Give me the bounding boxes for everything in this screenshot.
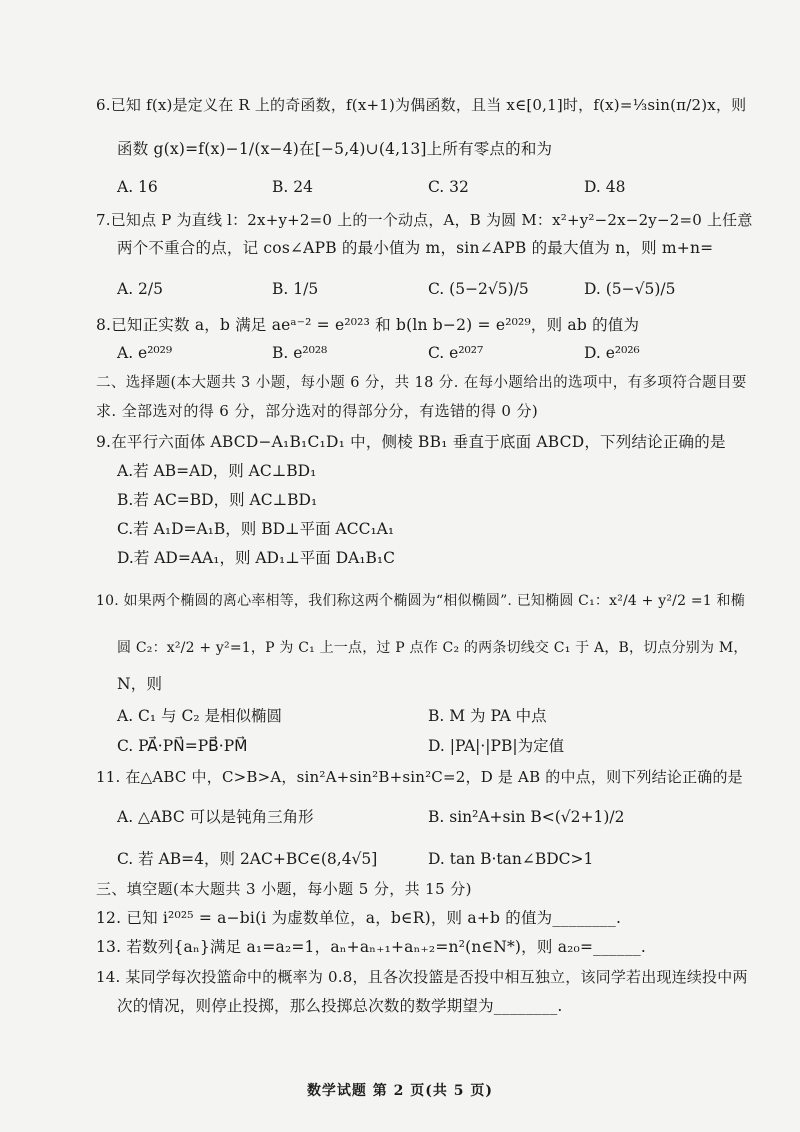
question-11-option-d: D. tan B·tan∠BDC>1 <box>428 850 594 868</box>
section-2-heading-line-1: 二、选择题(本大题共 3 小题，每小题 6 分，共 18 分. 在每小题给出的选项中，有多项符合题目要 <box>96 375 747 391</box>
question-6-option-b: B. 24 <box>272 178 313 196</box>
question-8-option-b: B. e²⁰²⁸ <box>272 344 328 362</box>
question-6-option-a: A. 16 <box>117 178 158 196</box>
question-7-option-c: C. (5−2√5)/5 <box>428 280 529 298</box>
question-10-line-2: 圆 C₂：x²/2 + y²=1，P 为 C₁ 上一点，过 P 点作 C₂ 的两条切线交 C₁ 于 A，B，切点分别为 M， <box>117 640 748 656</box>
question-11-line-1: 11. 在△ABC 中，C>B>A，sin²A+sin²B+sin²C=2，D 是 AB 的中点，则下列结论正确的是 <box>96 768 743 786</box>
question-10-option-a: A. C₁ 与 C₂ 是相似椭圆 <box>117 707 282 725</box>
question-9-line-1: 9.在平行六面体 ABCD−A₁B₁C₁D₁ 中，侧棱 BB₁ 垂直于底面 ABCD，下列结论正确的是 <box>96 433 726 451</box>
question-6-line-2: 函数 g(x)=f(x)−1/(x−4)在[−5,4)∪(4,13]上所有零点的和为 <box>117 140 553 158</box>
question-11-option-b: B. sin²A+sin B<(√2+1)/2 <box>428 808 625 826</box>
question-8-option-d: D. e²⁰²⁶ <box>584 344 640 362</box>
question-14-line-1: 14. 某同学每次投篮命中的概率为 0.8，且各次投篮是否投中相互独立，该同学若出现连续投中两 <box>96 968 748 986</box>
question-7-option-b: B. 1/5 <box>272 280 319 298</box>
question-12: 12. 已知 i²⁰²⁵ = a−bi(i 为虚数单位，a，b∈R)，则 a+b 的值为________. <box>96 909 622 927</box>
question-8-option-c: C. e²⁰²⁷ <box>428 344 484 362</box>
question-6-line-1: 6.已知 f(x)是定义在 R 上的奇函数，f(x+1)为偶函数，且当 x∈[0,1]时，f(x)=⅓sin(π/2)x，则 <box>96 96 747 114</box>
question-8-line-1: 8.已知正实数 a，b 满足 aeᵃ⁻² = e²⁰²³ 和 b(ln b−2) = e²⁰²⁹，则 ab 的值为 <box>96 316 640 334</box>
question-11-option-a: A. △ABC 可以是钝角三角形 <box>117 808 314 826</box>
question-6-option-c: C. 32 <box>428 178 469 196</box>
question-14-line-2: 次的情况，则停止投掷，那么投掷总次数的数学期望为________. <box>117 997 563 1015</box>
question-10-line-3: N，则 <box>117 675 163 693</box>
question-10-option-b: B. M 为 PA 中点 <box>428 707 547 725</box>
question-10-line-1: 10. 如果两个椭圆的离心率相等，我们称这两个椭圆为“相似椭圆”. 已知椭圆 C₁：x²/4 + y²/2 =1 和椭 <box>96 593 745 609</box>
question-11-option-c: C. 若 AB=4，则 2AC+BC∈(8,4√5] <box>117 850 378 868</box>
question-9-option-b: B.若 AC=BD，则 AC⊥BD₁ <box>117 491 318 509</box>
section-2-heading-line-2: 求. 全部选对的得 6 分，部分选对的得部分分，有选错的得 0 分) <box>96 402 539 420</box>
question-7-line-2: 两个不重合的点，记 cos∠APB 的最小值为 m，sin∠APB 的最大值为 n，则 m+n= <box>117 239 714 257</box>
question-13: 13. 若数列{aₙ}满足 a₁=a₂=1，aₙ+aₙ₊₁+aₙ₊₂=n²(n∈N*)，则 a₂₀=______. <box>96 938 646 956</box>
question-10-option-c: C. PA⃗·PN⃗=PB⃗·PM⃗ <box>117 737 248 755</box>
question-7-line-1: 7.已知点 P 为直线 l：2x+y+2=0 上的一个动点，A，B 为圆 M：x²+y²−2x−2y−2=0 上任意 <box>96 211 753 229</box>
page-footer: 数学试题 第 2 页(共 5 页) <box>306 1083 494 1099</box>
section-3-heading: 三、填空题(本大题共 3 小题，每小题 5 分，共 15 分) <box>96 880 472 898</box>
question-7-option-d: D. (5−√5)/5 <box>584 280 676 298</box>
question-7-option-a: A. 2/5 <box>117 280 163 298</box>
question-10-option-d: D. |PA|·|PB|为定值 <box>428 737 565 755</box>
question-9-option-c: C.若 A₁D=A₁B，则 BD⊥平面 ACC₁A₁ <box>117 520 395 538</box>
question-9-option-d: D.若 AD=AA₁，则 AD₁⊥平面 DA₁B₁C <box>117 549 396 567</box>
question-8-option-a: A. e²⁰²⁹ <box>117 344 173 362</box>
question-6-option-d: D. 48 <box>584 178 626 196</box>
question-9-option-a: A.若 AB=AD，则 AC⊥BD₁ <box>117 462 317 480</box>
